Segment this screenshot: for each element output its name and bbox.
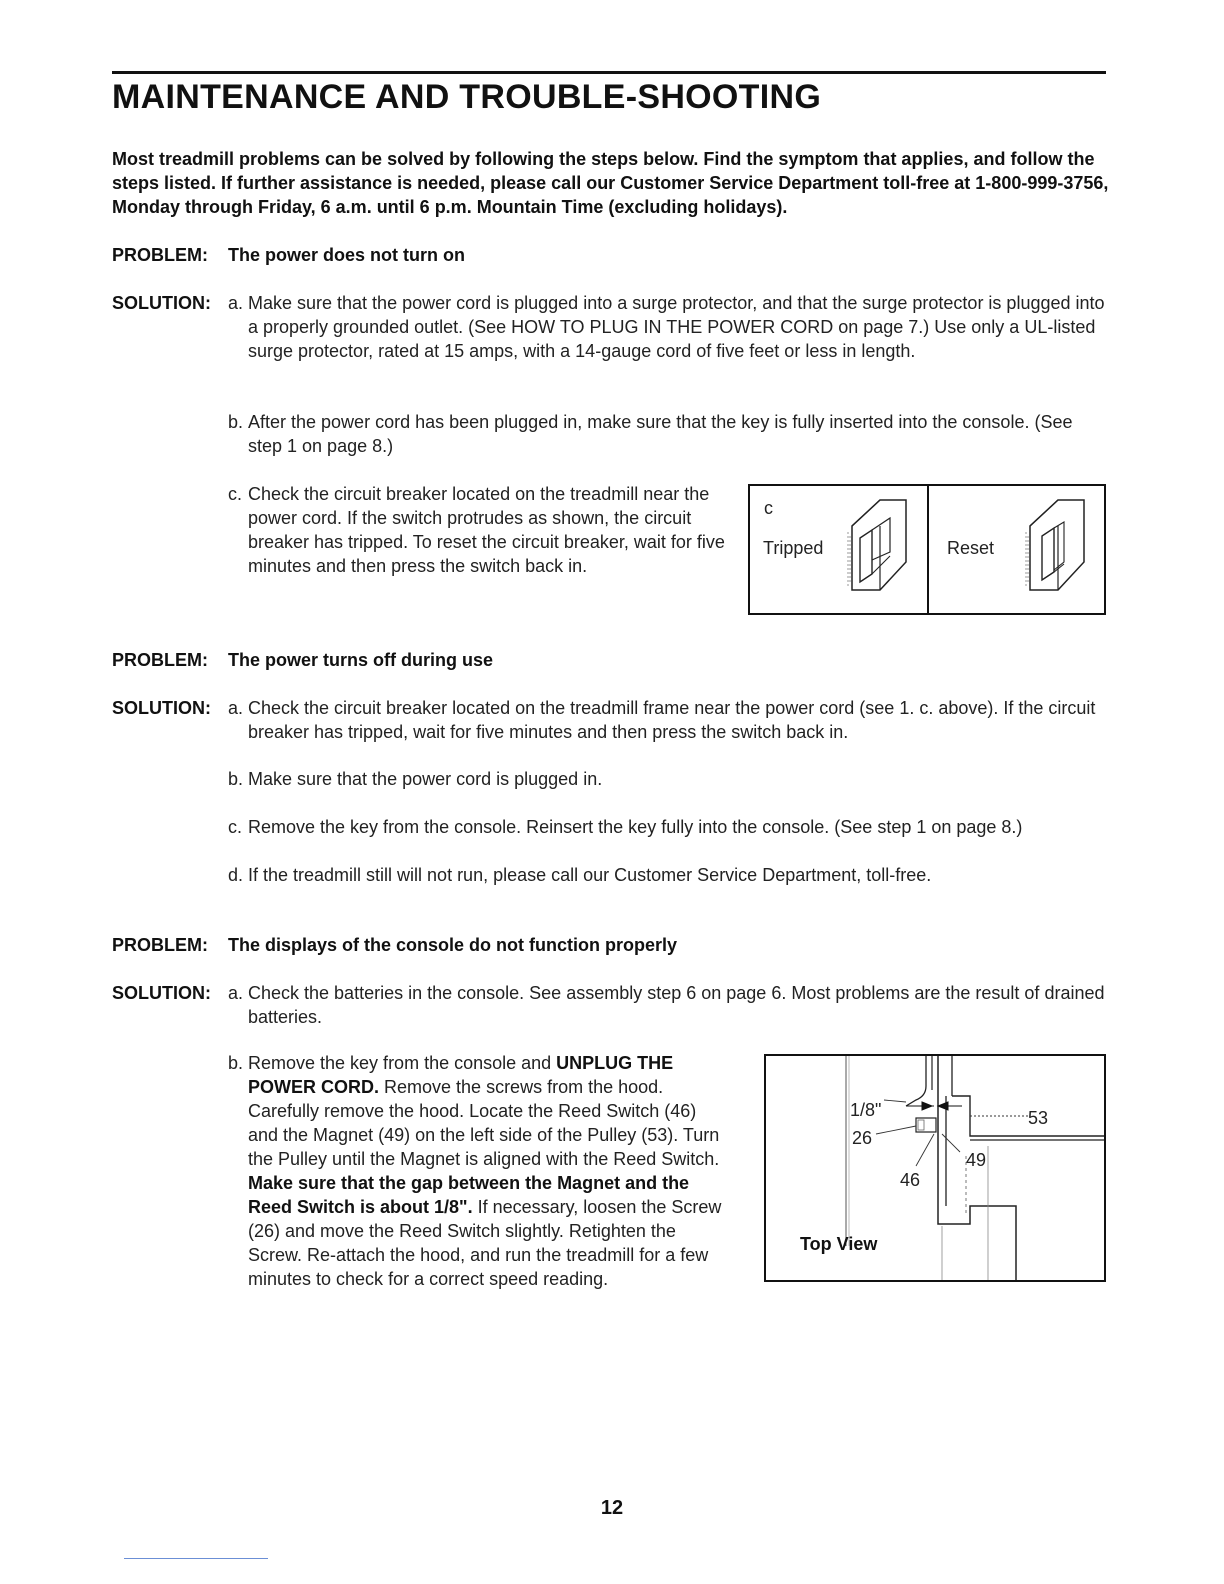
step-text: Check the circuit breaker located on the treadmill frame near the power cord (see 1. c. above). If the circuit breaker has tripped, wait for five minutes and then press the switch back in. (248, 698, 1096, 742)
problem-3-heading (112, 933, 677, 957)
solution-1-label: SOLUTION: (112, 293, 211, 313)
step-letter: a. (228, 983, 244, 1003)
step-text: Remove the key from the console. Reinsert the key fully into the console. (See step 1 on page 8.) (248, 817, 1023, 837)
tripped-label: Tripped (763, 538, 824, 558)
step-letter: b. (228, 412, 244, 432)
problem-label: PROBLEM: (112, 245, 208, 265)
magnet-label: 49 (966, 1150, 987, 1170)
step-text: Make sure that the power cord is plugged into a surge protector, and that the surge protector is plugged into a properly grounded outlet. (See HOW TO PLUG IN THE POWER CORD on page 7.) Use only a UL-listed surge protector, rated at 15 amps, with a 14-gauge cord of five feet or less in length. (248, 293, 1105, 361)
reed-switch-topview-figure (764, 1054, 1106, 1282)
problem-3-step-b (228, 1051, 728, 1291)
figure-letter: c (764, 498, 773, 518)
solution-2-label: SOLUTION: (112, 698, 211, 718)
problem-3-text: The displays of the console do not function properly (228, 935, 678, 955)
step-text-part: If necessary, loosen the Screw (26) and move the Reed Switch slightly. Retighten the Screw. Re-attach the hood, and run the treadmill for a few minutes to check for a correct speed reading. (248, 1197, 722, 1289)
problem-1-step-b (228, 410, 1108, 458)
figure-divider (927, 486, 929, 613)
problem-2-step-a (228, 696, 1108, 744)
step-text-part: Remove the screws from the hood. Carefully remove the hood. Locate the Reed Switch (46) and the Magnet (49) on the left side of the Pulley (53). Turn the Pulley until the Magnet is aligned with the Reed Switch. (248, 1077, 720, 1169)
screw-label: 26 (852, 1128, 873, 1148)
top-view-caption: Top View (800, 1234, 878, 1254)
step-letter: a. (228, 698, 244, 718)
step-letter: c. (228, 817, 243, 837)
tripped-switch-icon (846, 496, 912, 598)
step-text: Check the circuit breaker located on the treadmill near the power cord. If the switch protrudes as shown, the circuit breaker has tripped. To reset the circuit breaker, wait for five minutes and then press the switch back in. (248, 484, 725, 576)
gap-label: 1/8" (850, 1100, 882, 1120)
step-letter: d. (228, 865, 244, 885)
problem-2-text: The power turns off during use (228, 650, 493, 670)
problem-3-step-a (228, 981, 1108, 1029)
step-text-part: Remove the key from the console and (248, 1053, 557, 1073)
problem-label: PROBLEM: (112, 935, 208, 955)
step-letter: b. (228, 769, 244, 789)
page-number: 12 (600, 1497, 624, 1519)
problem-label: PROBLEM: (112, 650, 208, 670)
page-title: MAINTENANCE AND TROUBLE-SHOOTING (112, 78, 822, 116)
gap-instruction: Make sure that the gap between the Magnet and the Reed Switch is about 1/8". (248, 1173, 690, 1217)
step-letter: c. (228, 484, 243, 504)
intro-paragraph: Most treadmill problems can be solved by following the steps below. Find the symptom that applies, and follow the steps listed. If further assistance is needed, please call our Customer Service Department toll-free at 1-800-999-3756, Monday through Friday, 6 a.m. until 6 p.m. Mountain Time (excluding holidays). (112, 149, 1109, 217)
solution-3-label: SOLUTION: (112, 983, 211, 1003)
problem-1-step-a (228, 291, 1108, 363)
reset-switch-icon (1024, 496, 1090, 598)
step-letter: a. (228, 293, 244, 313)
step-text: Check the batteries in the console. See assembly step 6 on page 6. Most problems are the result of drained batteries. (248, 983, 1105, 1027)
unplug-warning: UNPLUG THE POWER CORD. (248, 1053, 674, 1097)
problem-1-step-c (228, 482, 728, 578)
step-text: If the treadmill still will not run, please call our Customer Service Department, toll-free. (248, 865, 932, 885)
problem-1-text: The power does not turn on (228, 245, 465, 265)
problem-2-step-b (228, 767, 1108, 791)
pulley-label: 53 (1028, 1108, 1049, 1128)
step-text: After the power cord has been plugged in, make sure that the key is fully inserted into the console. (See step 1 on page 8.) (248, 412, 1073, 456)
step-letter: b. (228, 1053, 244, 1073)
step-text: Make sure that the power cord is plugged in. (248, 769, 603, 789)
step-text (248, 1051, 728, 1291)
problem-2-step-d (228, 863, 1108, 887)
problem-2-heading (112, 648, 493, 672)
problem-2-step-c (228, 815, 1118, 839)
reed-switch-label: 46 (900, 1170, 921, 1190)
title-rule (112, 71, 1106, 74)
reset-label: Reset (947, 538, 995, 558)
circuit-breaker-figure (748, 484, 1106, 615)
problem-1-heading (112, 243, 465, 267)
footer-line (124, 1558, 268, 1559)
